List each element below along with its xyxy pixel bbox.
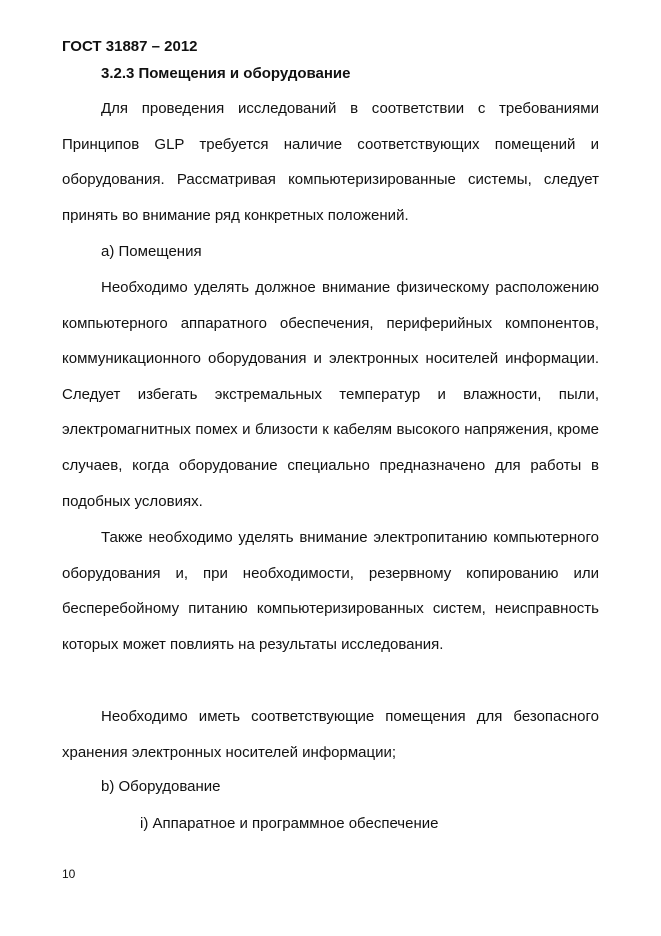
list-item-a: а) Помещения: [101, 243, 202, 260]
list-subitem-b-i: i) Аппаратное и программное обеспечение: [140, 815, 439, 832]
paragraph-premises-1: Необходимо уделять должное внимание физическому расположению компьютерного аппаратного обеспечения, периферийных компонентов, коммуникационного оборудования и электронных носителей информации. Следует избегать экстремальных температур и влажности, пыли, электромагнитных помех и близости к кабелям высокого напряжения, кроме случаев, когда оборудование специально предназначено для работы в подобных условиях.: [62, 279, 599, 510]
section-heading: 3.2.3 Помещения и оборудование: [101, 65, 351, 82]
paragraph-premises-2: Также необходимо уделять внимание электропитанию компьютерного оборудования и, при необходимости, резервному копированию или бесперебойному питанию компьютеризированных систем, неисправность которых может повлиять на результаты исследования.: [62, 529, 599, 653]
list-item-b: b) Оборудование: [101, 778, 221, 795]
document-code: ГОСТ 31887 – 2012: [62, 38, 198, 55]
paragraph-intro: Для проведения исследований в соответствии с требованиями Принципов GLP требуется наличие соответствующих помещений и оборудования. Рассматривая компьютеризированные системы, следует принять во внимание ряд конкретных положений.: [62, 100, 599, 224]
page-number: 10: [62, 867, 76, 881]
paragraph-premises-3: Необходимо иметь соответствующие помещения для безопасного хранения электронных носителей информации;: [62, 708, 599, 761]
